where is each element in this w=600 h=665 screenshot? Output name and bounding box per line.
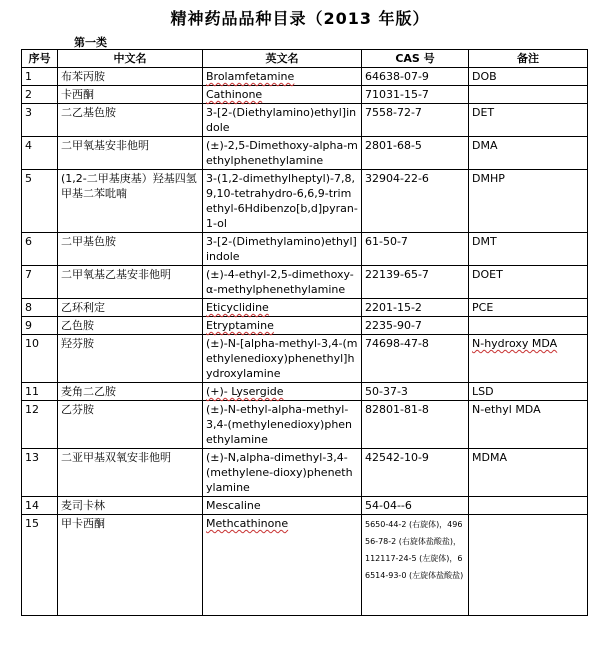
table-header-row <box>22 50 588 68</box>
cell-remark: DOB <box>469 68 588 86</box>
cell-cas: 54-04--6 <box>362 497 469 515</box>
cell-remark: DMHP <box>469 170 588 233</box>
cell-remark <box>469 86 588 104</box>
cell-cas: 50-37-3 <box>362 383 469 401</box>
cell-english-name: Eticyclidine <box>203 299 362 317</box>
cell-chinese-name: 布苯丙胺 <box>58 68 203 86</box>
cell-cas: 71031-15-7 <box>362 86 469 104</box>
cell-english-name: Etryptamine <box>203 317 362 335</box>
cell-english-name: 3-(1,2-dimethylheptyl)-7,8,9,10-tetrahydro-6,6,9-trimethyl-6Hdibenzo[b,d]pyran-1-ol <box>203 170 362 233</box>
cell-number: 6 <box>22 233 58 266</box>
cell-chinese-name: 二乙基色胺 <box>58 104 203 137</box>
table-row <box>22 137 588 170</box>
header-number: 序号 <box>22 50 58 68</box>
cell-english-name: (±)-4-ethyl-2,5-dimethoxy-α-methylphenethylamine <box>203 266 362 299</box>
table-row <box>22 170 588 233</box>
table-row <box>22 104 588 137</box>
cell-english-name: (+)- Lysergide <box>203 383 362 401</box>
table-row <box>22 233 588 266</box>
table-row <box>22 401 588 449</box>
cell-cas: 82801-81-8 <box>362 401 469 449</box>
cell-english-name: Methcathinone <box>203 515 362 616</box>
cell-chinese-name: 乙色胺 <box>58 317 203 335</box>
table-row <box>22 335 588 383</box>
cell-cas: 42542-10-9 <box>362 449 469 497</box>
table-row <box>22 317 588 335</box>
cell-chinese-name: 二甲基色胺 <box>58 233 203 266</box>
table-row <box>22 383 588 401</box>
cell-number: 11 <box>22 383 58 401</box>
cell-number: 3 <box>22 104 58 137</box>
drug-table <box>21 49 588 616</box>
cell-number: 13 <box>22 449 58 497</box>
cell-remark: DMA <box>469 137 588 170</box>
cell-remark <box>469 497 588 515</box>
cell-number: 12 <box>22 401 58 449</box>
cell-remark: DOET <box>469 266 588 299</box>
table-row <box>22 266 588 299</box>
cell-cas: 61-50-7 <box>362 233 469 266</box>
cell-number: 2 <box>22 86 58 104</box>
cell-chinese-name: 乙环利定 <box>58 299 203 317</box>
cell-cas: 22139-65-7 <box>362 266 469 299</box>
header-remarks: 备注 <box>469 50 588 68</box>
table-row <box>22 86 588 104</box>
cell-remark: MDMA <box>469 449 588 497</box>
cell-chinese-name: 乙芬胺 <box>58 401 203 449</box>
cell-english-name: (±)-N,alpha-dimethyl-3,4-(methylene-dioxy)phenethylamine <box>203 449 362 497</box>
cell-chinese-name: 二甲氧基乙基安非他明 <box>58 266 203 299</box>
cell-number: 7 <box>22 266 58 299</box>
cell-remark: LSD <box>469 383 588 401</box>
header-english-name: 英文名 <box>203 50 362 68</box>
cell-cas: 2235-90-7 <box>362 317 469 335</box>
cell-remark: N-ethyl MDA <box>469 401 588 449</box>
cell-cas: 32904-22-6 <box>362 170 469 233</box>
cell-chinese-name: 麦司卡林 <box>58 497 203 515</box>
cell-cas: 74698-47-8 <box>362 335 469 383</box>
table-row <box>22 299 588 317</box>
header-cas-number: CAS 号 <box>362 50 469 68</box>
cell-chinese-name: 麦角二乙胺 <box>58 383 203 401</box>
cell-number: 8 <box>22 299 58 317</box>
cell-english-name: Mescaline <box>203 497 362 515</box>
cell-chinese-name: 卡西酮 <box>58 86 203 104</box>
cell-cas: 2201-15-2 <box>362 299 469 317</box>
cell-english-name: (±)-N-ethyl-alpha-methyl-3,4-(methylenedioxy)phenethylamine <box>203 401 362 449</box>
table-row <box>22 497 588 515</box>
cell-number: 15 <box>22 515 58 616</box>
cell-remark: PCE <box>469 299 588 317</box>
page-title: 精神药品品种目录（2013 年版） <box>170 9 430 28</box>
cell-english-name: Cathinone <box>203 86 362 104</box>
cell-number: 1 <box>22 68 58 86</box>
cell-english-name: 3-[2-(Dimethylamino)ethyl]indole <box>203 233 362 266</box>
header-chinese-name: 中文名 <box>58 50 203 68</box>
cell-english-name: (±)-N-[alpha-methyl-3,4-(methylenedioxy)phenethyl]hydroxylamine <box>203 335 362 383</box>
cell-number: 5 <box>22 170 58 233</box>
cell-english-name: 3-[2-(Diethylamino)ethyl]indole <box>203 104 362 137</box>
cell-remark: N-hydroxy MDA <box>469 335 588 383</box>
cell-cas: 64638-07-9 <box>362 68 469 86</box>
cell-number: 10 <box>22 335 58 383</box>
cell-remark: DMT <box>469 233 588 266</box>
cell-remark: DET <box>469 104 588 137</box>
cell-cas: 7558-72-7 <box>362 104 469 137</box>
cell-chinese-name: 二亚甲基双氧安非他明 <box>58 449 203 497</box>
cell-chinese-name: 二甲氧基安非他明 <box>58 137 203 170</box>
category-label: 第一类 <box>74 36 107 49</box>
table-row <box>22 68 588 86</box>
cell-english-name: Brolamfetamine <box>203 68 362 86</box>
cell-cas: 5650-44-2 (右旋体)，49656-78-2 (右旋体盐酸盐)，112117-24-5 (左旋体)，66514-93-0 (左旋体盐酸盐) <box>362 515 469 616</box>
page-cutoff <box>21 661 587 665</box>
cell-chinese-name: (1,2-二甲基庚基）羟基四氢甲基二苯吡喃 <box>58 170 203 233</box>
cell-number: 14 <box>22 497 58 515</box>
table-row <box>22 515 588 616</box>
cell-number: 4 <box>22 137 58 170</box>
cell-english-name: (±)-2,5-Dimethoxy-alpha-methylphenethylamine <box>203 137 362 170</box>
cell-chinese-name: 甲卡西酮 <box>58 515 203 616</box>
cell-remark <box>469 317 588 335</box>
cell-number: 9 <box>22 317 58 335</box>
cell-remark <box>469 515 588 616</box>
cell-cas: 2801-68-5 <box>362 137 469 170</box>
cell-chinese-name: 羟芬胺 <box>58 335 203 383</box>
table-row <box>22 449 588 497</box>
